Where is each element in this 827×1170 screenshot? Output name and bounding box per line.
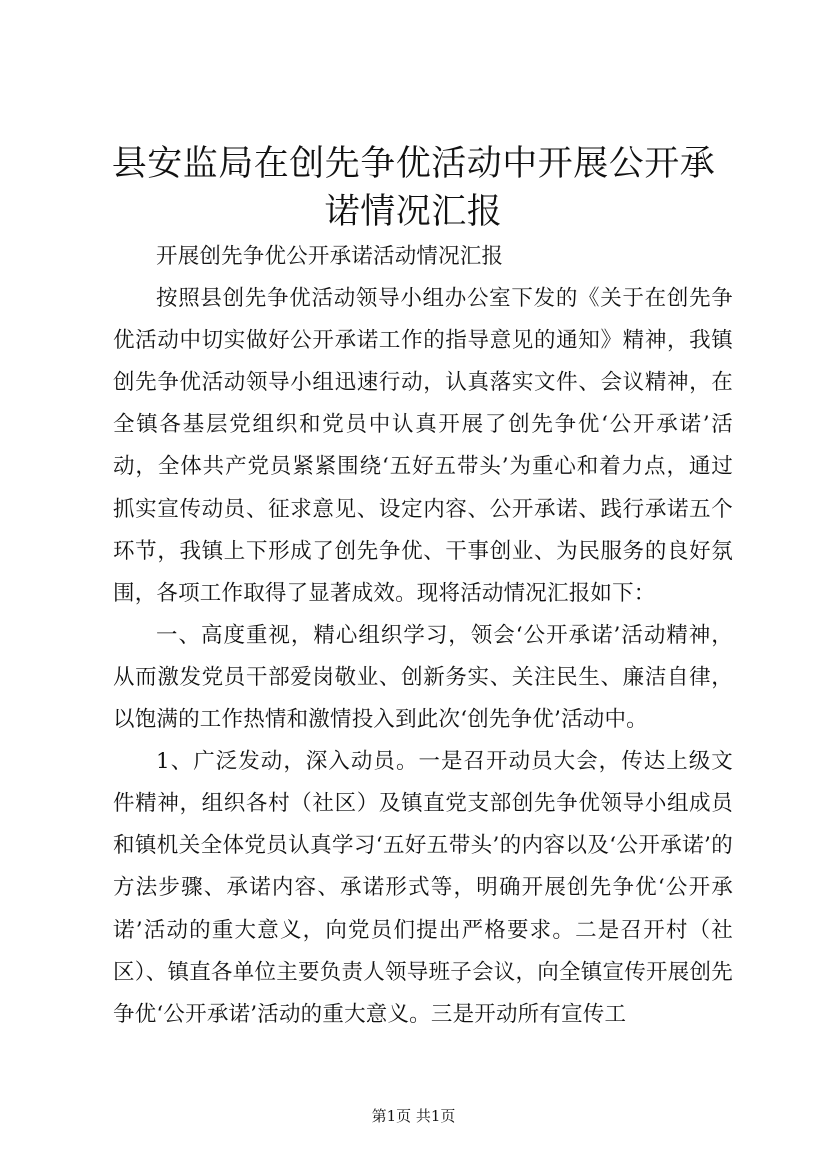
document-body (113, 236, 733, 1036)
document-subtitle: 开展创先争优公开承诺活动情况汇报 (156, 244, 504, 269)
paragraph-item-one: 1、广泛发动，深入动员。一是召开动员大会，传达上级文件精神，组织各村（社区）及镇直党支部创先争优领导小组成员和镇机关全体党员认真学习‘五好五带头’的内容以及‘公开承诺’的方法步骤、承诺内容、承诺形式等，明确开展创先争优‘公开承诺’活动的重大意义，向党员们提出严格要求。二是召开村（社区）、镇直各单位主要负责人领导班子会议，向全镇宣传开展创先争优‘公开承诺’活动的重大意义。三是开动所有宣传工 (113, 749, 733, 1027)
paragraph-section-one: 一、高度重视，精心组织学习，领会‘公开承诺’活动精神，从而激发党员干部爱岗敬业、创新务实、关注民生、廉洁自律，以饱满的工作热情和激情投入到此次‘创先争优’活动中。 (113, 622, 733, 733)
page-footer: 第1页 共1页 (371, 1107, 456, 1125)
paragraph-intro: 按照县创先争优活动领导小组办公室下发的《关于在创先争优活动中切实做好公开承诺工作的指导意见的通知》精神，我镇创先争优活动领导小组迅速行动，认真落实文件、会议精神，在全镇各基层党组织和党员中认真开展了创先争优‘公开承诺’活动，全体共产党员紧紧围绕‘五好五带头’为重心和着力点，通过抓实宣传动员、征求意见、设定内容、公开承诺、践行承诺五个环节，我镇上下形成了创先争优、干事创业、为民服务的良好氛围，各项工作取得了显著成效。现将活动情况汇报如下： (113, 286, 733, 606)
document-title: 县安监局在创先争优活动中开展公开承诺情况汇报 (111, 144, 716, 232)
